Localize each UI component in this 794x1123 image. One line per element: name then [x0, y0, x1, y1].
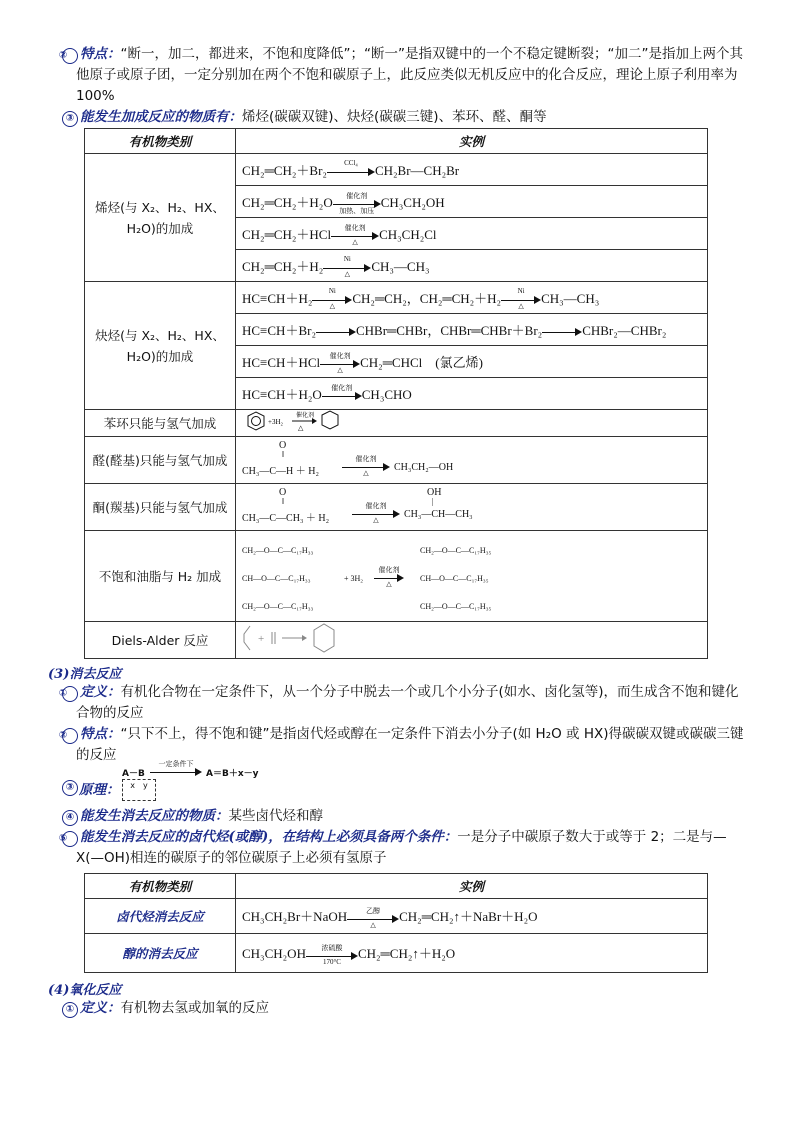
formula-text: CH₂═CH₂，CH₂═CH₂＋H₂ [352, 290, 502, 306]
formula-text: CH₂═CH₂＋HCl [242, 226, 332, 242]
reaction-arrow: Ni △ [323, 261, 371, 275]
formula-text: CHBr₂—CHBr₂ [582, 322, 667, 338]
category-cell: 炔烃(与 X₂、H₂、HX、H₂O)的加成 [85, 282, 236, 410]
formula-text: CH₂Br—CH₂Br [374, 162, 460, 178]
category-cell: 醇的消去反应 [85, 934, 236, 973]
formula-text: HC≡CH＋H₂ [242, 290, 313, 306]
reaction-arrow: 乙醇 △ [347, 912, 399, 926]
table-header: 实例 [236, 129, 708, 154]
section-title: (3)消去反应 [48, 667, 122, 682]
formula-text: CH₂═CH₂＋H₂ [242, 258, 324, 274]
fat-example: CH₂—O—C—C₁₇H₃₃ CH—O—C—C₁₇H₃₃ CH₂—O—C—C₁₇H₃₃ + 3H₂ 催化剂 △ CH₂—O—C—C₁₇H₃₅ CH—O—C—C₁₇H₃₅ CH₂—O—C—C₁₇H₃₅ [236, 531, 708, 622]
example-cell [236, 218, 708, 250]
item-number: ① [62, 1002, 78, 1018]
table-header: 有机物类别 [85, 129, 236, 154]
category-cell: Diels-Alder 反应 [85, 622, 236, 659]
elimination-conditions: ⑤ 能发生消去反应的卤代烃(或醇)，在结构上必须具备两个条件：一是分子中碳原子数大于或等于 2；二是与—X(—OH)相连的碳原子的邻位碳原子上必须有氢原子 [58, 829, 727, 866]
substances-paragraph: ③ 能发生加成反应的物质有：烯烃(碳碳双键)、炔烃(碳碳三键)、苯环、醛、酮等 [62, 107, 748, 128]
formula-text: CH₂═CH₂↑＋H₂O [357, 946, 456, 962]
elimination-table [84, 873, 708, 973]
example-cell [236, 378, 708, 410]
example-cell [236, 314, 708, 346]
benzene-example [236, 410, 708, 437]
formula-text: CH₃CH₂OH [242, 946, 306, 962]
svg-text:+: + [258, 633, 265, 645]
category-cell: 不饱和油脂与 H₂ 加成 [85, 531, 236, 622]
formula-text: CH₂═CH₂＋Br₂ [242, 162, 327, 178]
reaction-arrow: 催化剂 △ [331, 229, 379, 243]
reaction-arrow: 浓硫酸 170°C [306, 949, 358, 963]
category-cell: 醛(醛基)只能与氢气加成 [85, 437, 236, 484]
diels-alder-example [236, 622, 708, 659]
reaction-arrow [316, 325, 356, 339]
formula-text: HC≡CH＋HCl [242, 354, 321, 370]
example-cell [236, 346, 708, 378]
formula-text: CH₃—CH₃ [371, 258, 430, 274]
item-number: ④ [62, 810, 78, 826]
category-cell: 酮(羰基)只能与氢气加成 [85, 484, 236, 531]
elimination-substances: ④ 能发生消去反应的物质：某些卤代烃和醇 [62, 806, 748, 827]
elimination-principle: ③ 原理： A－B 一定条件下 A＝B＋x－y x y [62, 766, 748, 806]
reaction-arrow: Ni △ [501, 293, 541, 307]
formula-text: HC≡CH＋Br₂ [242, 322, 316, 338]
formula-text: CH₃—CH₃ [541, 290, 600, 306]
item-number: ③ [62, 111, 78, 127]
table-header: 有机物类别 [85, 874, 236, 899]
feature-paragraph: ② 特点：“断一，加二，都进来，不饱和度降低”；“断一”是指双键中的一个不稳定键断裂；“加二”是指加上两个其他原子或原子团，一定分别加在两个不饱和碳原子上，此反应类似无机反应中的化合反应，理论上原子利用率为 100% [58, 46, 743, 104]
elimination-feature: ② 特点：“只下不上，得不饱和键”是指卤代烃或醇在一定条件下消去小分子(如 H₂O 或 HX)得碳碳双键或碳碳三键的反应 [58, 726, 744, 763]
item-number: ③ [62, 780, 78, 796]
benzene-heat: △ [298, 424, 304, 432]
formula-text: HC≡CH＋H₂O [242, 386, 322, 402]
oxidation-definition: ① 定义：有机物去氢或加氧的反应 [62, 998, 748, 1019]
category-cell: 苯环只能与氢气加成 [85, 410, 236, 437]
item-number: ⑤ [62, 831, 78, 847]
example-cell [236, 154, 708, 186]
addition-table [84, 128, 708, 659]
benzene-reaction-diagram [242, 410, 342, 432]
aldehyde-example: O ‖ CH₃—C—H ＋ H₂ 催化剂 △ CH₃CH₂—OH [236, 437, 708, 484]
ketone-example: O ‖ CH₃—C—CH₃ ＋ H₂ 催化剂 △ OH | CH₃—CH—CH₃ [236, 484, 708, 531]
formula-text: CH₃CH₂Cl [379, 226, 437, 242]
example-cell [236, 899, 708, 934]
category-cell: 烯烃(与 X₂、H₂、HX、H₂O)的加成 [85, 154, 236, 282]
benzene-reagent: +3H₂ [268, 418, 283, 426]
reaction-arrow: 催化剂 加热、加压 [333, 197, 381, 211]
benzene-condition: 催化剂 [296, 413, 315, 419]
item-number: ① [62, 686, 78, 702]
reaction-arrow: 催化剂 △ [320, 357, 360, 371]
section-title: (4)氧化反应 [48, 983, 122, 998]
formula-text: CH₃CH₂OH [380, 194, 445, 210]
example-cell [236, 186, 708, 218]
example-cell [236, 934, 708, 973]
formula-text: CH₃CH₂Br＋NaOH [242, 909, 348, 925]
table-header: 实例 [236, 874, 708, 899]
example-cell [236, 282, 708, 314]
formula-text: CH₂═CHCl (氯乙烯) [360, 354, 483, 370]
formula-text: CHBr═CHBr，CHBr═CHBr＋Br₂ [355, 322, 543, 338]
reaction-arrow [542, 325, 582, 339]
category-cell: 卤代烃消去反应 [85, 899, 236, 934]
diels-alder-diagram [242, 622, 342, 654]
document-page [48, 44, 748, 1019]
reaction-arrow: CCl₄ [327, 165, 375, 179]
elimination-definition: ① 定义：有机化合物在一定条件下，从一个分子中脱去一个或几个小分子(如水、卤化氢等)，而生成含不饱和键化合物的反应 [58, 684, 739, 721]
example-cell [236, 250, 708, 282]
formula-text: CH₃CHO [361, 386, 412, 402]
formula-text: CH₂═CH₂＋H₂O [242, 194, 333, 210]
item-number: ② [62, 728, 78, 744]
formula-text: CH₂═CH₂↑＋NaBr＋H₂O [399, 909, 538, 925]
item-number: ② [62, 48, 78, 64]
reaction-arrow: 催化剂 [322, 389, 362, 403]
reaction-arrow: Ni △ [312, 293, 352, 307]
